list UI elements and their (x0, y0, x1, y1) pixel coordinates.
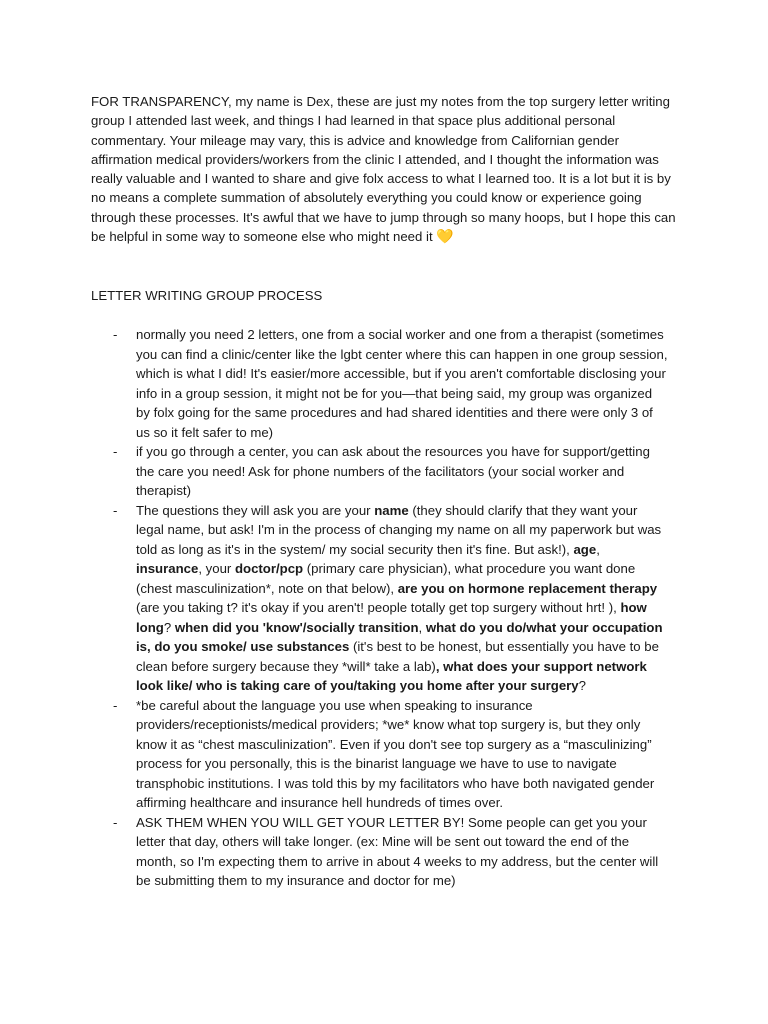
bullet-bold-transition: when did you 'know'/socially transition (174, 619, 419, 635)
bullet-dash: - (113, 697, 118, 713)
bullet-text: if you go through a center, you can ask about the resources you have for support/getting the care you need! Ask for phone numbers of the facilitators (your social worker and therapist) (136, 444, 650, 498)
bullet-item-letter-timing (0, 813, 668, 891)
bullet-bold-support: , what does your support network look like/ who is taking care of you/taking you home after your surgery (136, 658, 647, 693)
bullet-dash: - (113, 814, 118, 830)
bullet-text-part: (it's best to be honest, but essentially you have to be clean before surgery because they *will* take a lab) (136, 639, 659, 674)
bullet-bold-age: age (573, 541, 597, 557)
bullet-dash: - (113, 444, 118, 459)
bullet-bold-how-long: how long (136, 600, 647, 635)
bullet-text-part: , (596, 541, 600, 557)
bullet-bold-insurance: insurance (136, 561, 199, 576)
bullet-text-part: ? (163, 619, 175, 635)
bullet-item-center-resources (0, 442, 668, 501)
bullet-bold-name: name (374, 502, 409, 518)
intro-paragraph (91, 92, 683, 246)
section-heading: LETTER WRITING GROUP PROCESS (91, 288, 323, 303)
bullet-item-questions (0, 501, 668, 696)
bullet-list (0, 325, 768, 891)
yellow-heart-icon: 💛 (436, 228, 454, 245)
bullet-text: normally you need 2 letters, one from a social worker and one from a therapist (sometimes you can find a clinic/center like the lgbt center where this can happen in one group session, which is what I did! It's easier/more accessible, but if you aren't comfortable disclosing your info in a group session, it might not be for you—that being said, my group was organized by folx going for the same procedures and had shared identities and there were only 3 of us so it felt safer to me) (136, 327, 668, 440)
bullet-text-part: ? (578, 678, 586, 693)
bullet-text: *be careful about the language you use when speaking to insurance providers/receptionists/medical providers; *we* know what top surgery is, but they only know it as “chest masculinization”. Even if you don't see top surgery as a “masculinizing” process for you personally, this is the binarist language we have to use to navigate transphobic institutions. I was told this by my facilitators who have both navigated gender affirming healthcare and insurance hell hundreds of times over. (136, 697, 655, 810)
bullet-bold-hrt: are you on hormone replacement therapy (397, 580, 658, 596)
bullet-item-two-letters (0, 325, 668, 442)
bullet-dash: - (113, 502, 118, 518)
bullet-item-language (0, 696, 668, 813)
bullet-text-part: (are you taking t? it's okay if you aren't! people totally get top surgery without hrt! ), (136, 600, 621, 615)
bullet-text-part: (they should clarify that they want your legal name, but ask! I'm in the process of changing my name on all my paperwork but was told as long as it's in the system/ my social security then it's fine. But ask!), (136, 502, 662, 557)
bullet-bold-occupation: what do you do/what your occupation is, do you smoke/ use substances (136, 619, 663, 654)
bullet-text-part: , (418, 619, 426, 635)
bullet-text: ASK THEM WHEN YOU WILL GET YOUR LETTER BY! Some people can get you your letter that day, others will take longer. (ex: Mine will be sent out toward the end of the month, so I'm expecting them to arrive in about 4 weeks to my address, but the center will be submitting them to my insurance and doctor for me) (136, 814, 659, 888)
bullet-text-part: (primary care physician), what procedure you want done (chest masculinization*, note on that below), (136, 561, 636, 596)
bullet-text-part: , your (198, 561, 235, 576)
intro-text: FOR TRANSPARENCY, my name is Dex, these are just my notes from the top surgery letter writing group I attended last week, and things I had learned in that space plus additional personal commentary. Your mileage may vary, this is advice and knowledge from Californian gender affirmation medical providers/workers from the clinic I attended, and I thought the information was really valuable and I wanted to share and give folx access to what I learned too. It is a lot but it is by no means a complete summation of absolutely everything you could know or experience going through these processes. It's awful that we have to jump through so many hoops, but I hope this can be helpful in some way to someone else who might need it (91, 94, 676, 245)
bullet-text-part: The questions they will ask you are your (136, 502, 375, 518)
bullet-bold-doctor: doctor/pcp (234, 561, 304, 576)
bullet-dash: - (113, 327, 118, 342)
